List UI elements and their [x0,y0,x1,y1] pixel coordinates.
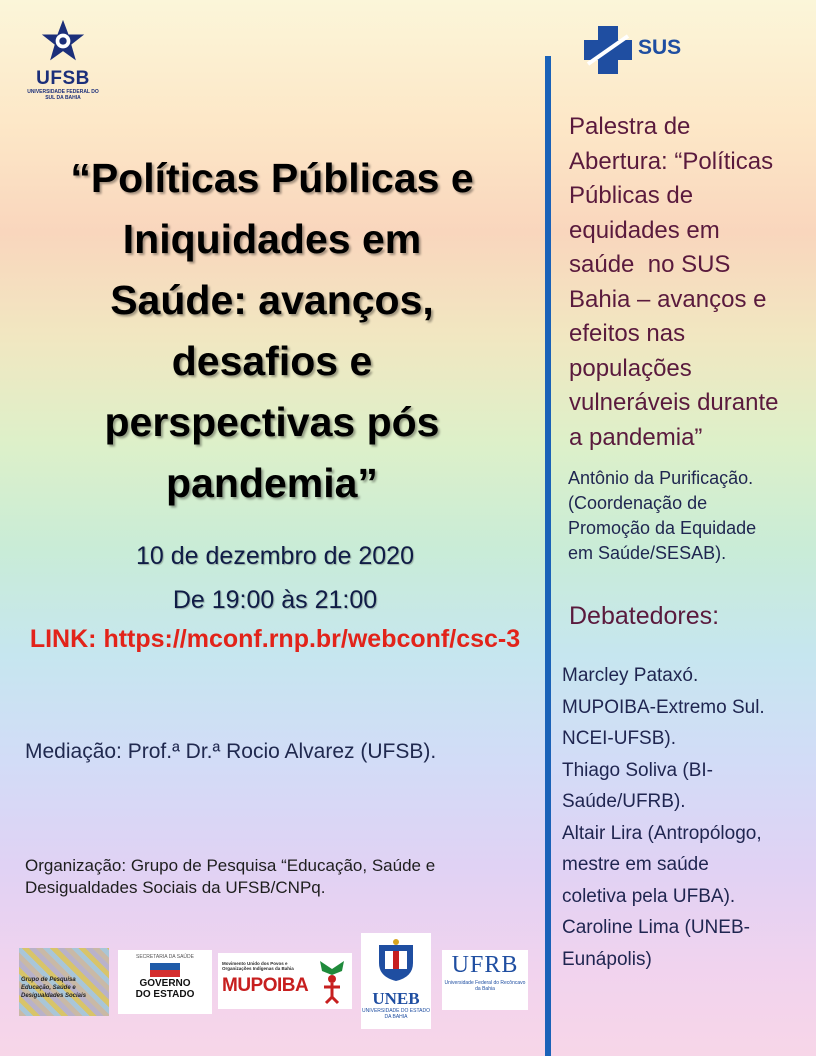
talk-line: efeitos nas [569,320,686,347]
indigenous-figure-icon [316,957,348,1005]
ufrb-name: UFRB [451,952,519,978]
governo-line2: DO ESTADO [135,989,195,1000]
talk-line: vulneráveis durante [569,389,779,416]
debaters-list [562,660,812,975]
organization-text: Organização: Grupo de Pesquisa “Educação, Saúde e Desigualdades Sociais da UFSB/CNPq. [25,856,436,897]
debater-line: MUPOIBA-Extremo Sul. [562,696,765,718]
governo-bahia-logo [118,950,212,1014]
debater-line: coletiva pela UFBA). [562,885,736,907]
ufsb-logo [22,18,104,108]
debater-line: Marcley Pataxó. [562,665,699,686]
title-line: Iniquidades em [122,216,422,262]
bahia-flag-icon [150,963,180,977]
debaters-heading: Debatedores: [569,602,720,630]
talk-line: equidades em [569,216,720,244]
ufsb-star-icon [40,18,86,64]
event-title [14,148,530,514]
vertical-divider [545,56,551,1056]
sus-logo-name: SUS [638,36,682,59]
mediation-text: Mediação: Prof.ª Dr.ª Rocio Alvarez (UFSB). [25,740,437,763]
uneb-name: UNEB [372,989,420,1008]
debater-line: Eunápolis) [562,948,652,970]
grupo-logo-text: Grupo de Pesquisa Educação, Saúde e Desigualdades Sociais [21,977,87,999]
title-line: perspectivas pós [104,399,440,445]
talk-line: Bahia – avanços e [569,285,767,313]
uneb-crest-icon [373,937,419,983]
title-line: desafios e [171,338,373,384]
governo-secretaria: SECRETARIA DA SAÚDE [136,954,194,960]
event-time: De 19:00 às 21:00 [172,586,378,614]
event-date: 10 de dezembro de 2020 [136,542,414,570]
uneb-logo [361,933,431,1029]
talk-line: a pandemia” [569,423,703,451]
speaker-line: em Saúde/SESAB). [568,543,727,563]
sus-cross-icon [582,24,634,76]
mupoiba-logo [218,953,352,1009]
debater-line: Altair Lira (Antropólogo, [562,822,762,844]
talk-line: Palestra de [569,113,691,140]
sus-logo [582,24,692,76]
title-line: Saúde: avanços, [110,277,434,323]
mupoiba-movement: Movimento Unido dos Povos e Organizações Indígenas da Bahia [222,961,294,971]
opening-talk [569,110,809,455]
ufsb-logo-subtitle: UNIVERSIDADE FEDERAL DO SUL DA BAHIA [27,89,99,101]
mupoiba-name: MUPOIBA [222,975,309,996]
speaker-line: Antônio da Purificação. [568,468,754,488]
governo-line1: GOVERNO [139,978,191,989]
speaker-line: Promoção da Equidade [568,518,757,538]
title-line: “Políticas Públicas e [70,155,474,201]
debater-line: Thiago Soliva (BI- [562,759,714,781]
ufsb-logo-name: UFSB [36,68,90,89]
talk-line: populações [569,354,692,382]
uneb-subtitle: UNIVERSIDADE DO ESTADO DA BAHIA [362,1008,430,1020]
event-link[interactable]: LINK: https://mconf.rnp.br/webconf/csc-3 [29,625,521,653]
debater-line: Caroline Lima (UNEB- [562,917,750,938]
ufrb-subtitle: Universidade Federal do Recôncavo da Bahia [444,980,526,992]
grupo-pesquisa-logo [19,948,109,1016]
talk-line: saúde no SUS [569,251,731,278]
talk-line: Públicas de [569,182,694,209]
debater-line: NCEI-UFSB). [562,728,676,749]
speaker-info [568,466,808,566]
speaker-line: (Coordenação de [568,493,708,513]
talk-line: Abertura: “Políticas [569,147,774,175]
ufrb-logo [442,950,528,1010]
debater-line: mestre em saúde [562,854,709,875]
title-line: pandemia” [166,460,378,506]
debater-line: Saúde/UFRB). [562,791,686,812]
